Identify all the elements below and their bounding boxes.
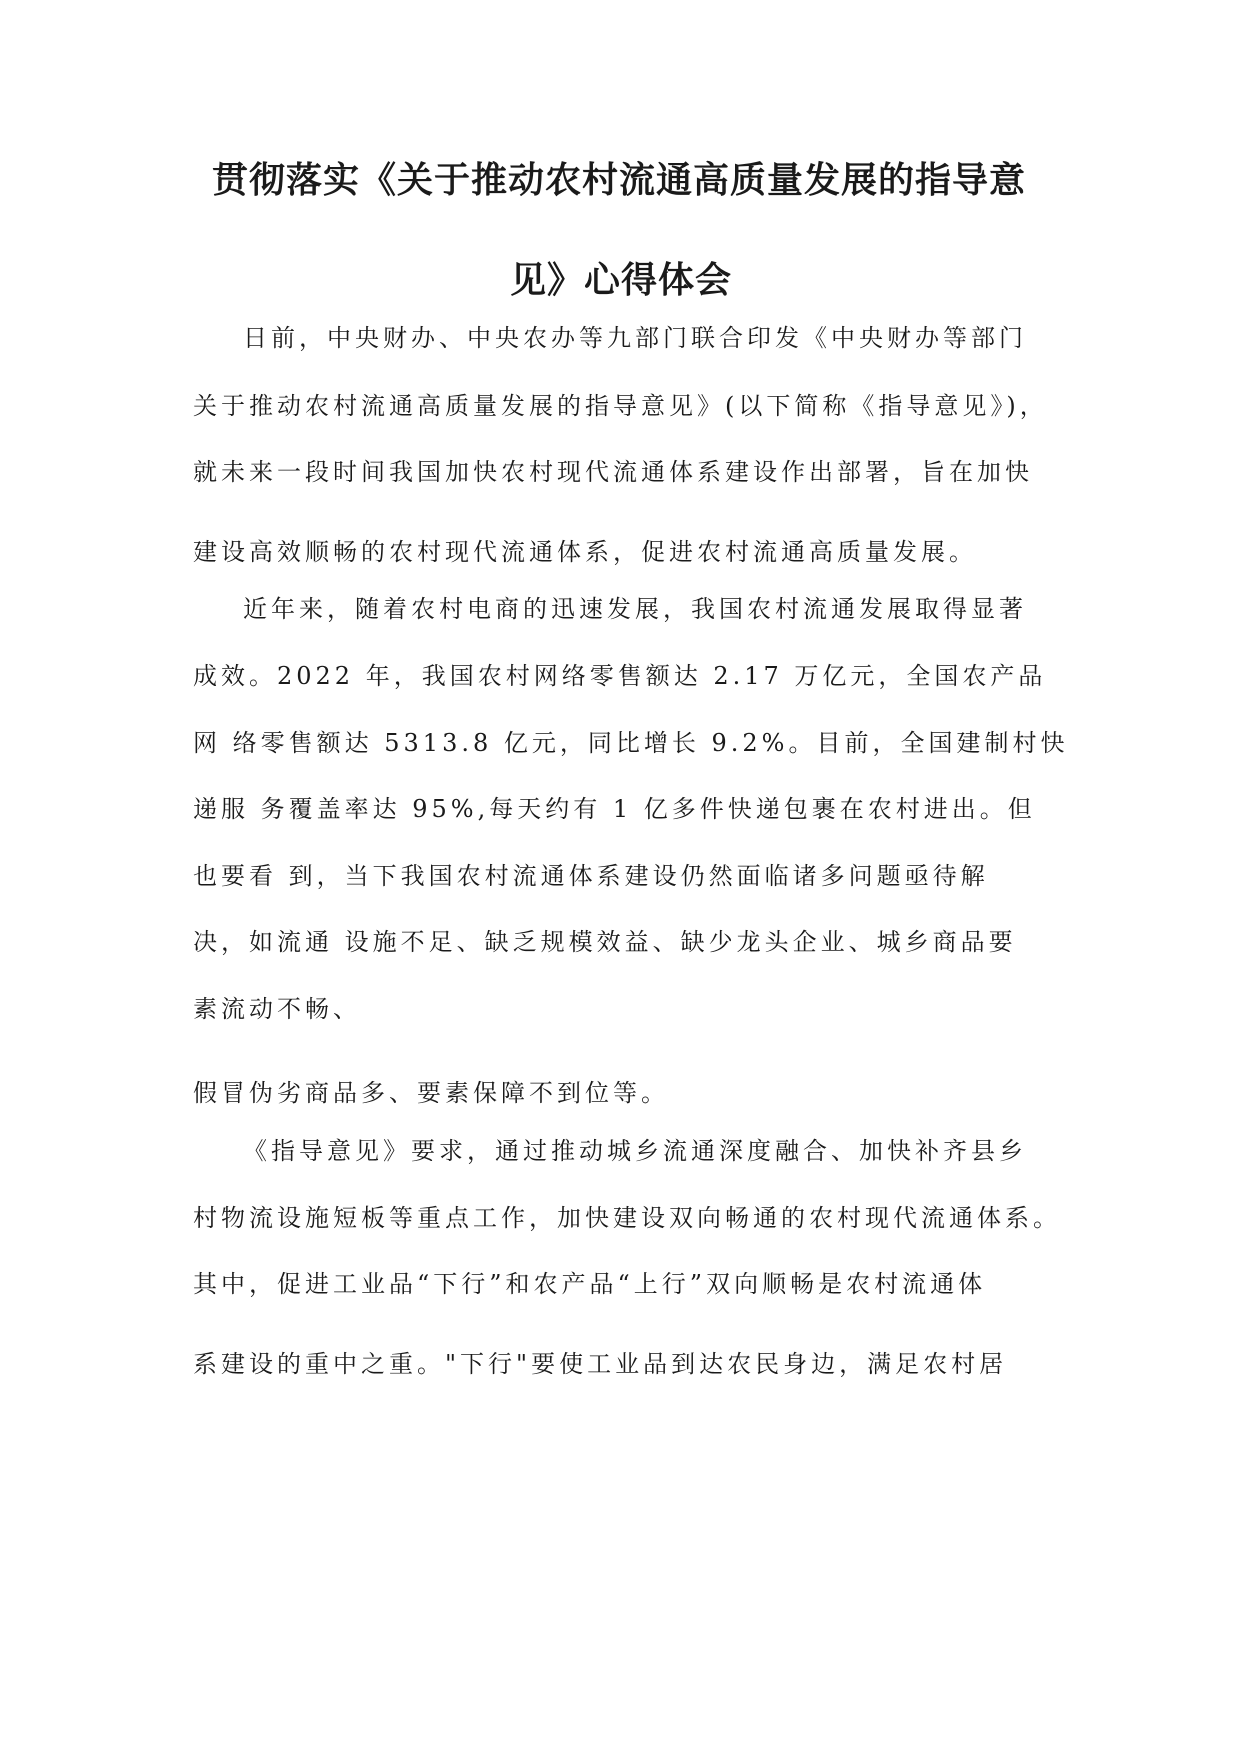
document-title-line-2: 见》心得体会 [510, 260, 733, 301]
paragraph-line: 村物流设施短板等重点工作，加快建设双向畅通的农村现代流通体系。 [193, 1204, 1061, 1232]
paragraph-line: 成效。2022 年，我国农村网络零售额达 2.17 万亿元，全国农产品 [193, 662, 1047, 690]
paragraph-line: 其中，促进工业品“下行”和农产品“上行”双向顺畅是农村流通体 [193, 1270, 987, 1298]
paragraph-line: 日前，中央财办、中央农办等九部门联合印发《中央财办等部门 [243, 324, 1027, 352]
paragraph-line: 素流动不畅、 [193, 995, 361, 1023]
paragraph-line: 也要看 到，当下我国农村流通体系建设仍然面临诸多问题亟待解 [193, 862, 989, 890]
paragraph-line: 决，如流通 设施不足、缺乏规模效益、缺少龙头企业、城乡商品要 [193, 928, 1017, 956]
paragraph-line: 建设高效顺畅的农村现代流通体系，促进农村流通高质量发展。 [193, 538, 977, 566]
paragraph-line: 系建设的重中之重。"下行"要使工业品到达农民身边，满足农村居 [193, 1350, 1008, 1378]
paragraph-line: 递服 务覆盖率达 95%,每天约有 1 亿多件快递包裹在农村进出。但 [193, 795, 1036, 823]
paragraph-line: 近年来，随着农村电商的迅速发展，我国农村流通发展取得显著 [243, 595, 1027, 623]
document-title-line-1: 贯彻落实《关于推动农村流通高质量发展的指导意 [212, 160, 1027, 201]
paragraph-line: 假冒伪劣商品多、要素保障不到位等。 [193, 1079, 669, 1107]
paragraph-line: 就未来一段时间我国加快农村现代流通体系建设作出部署，旨在加快 [193, 458, 1033, 486]
paragraph-line: 网 络零售额达 5313.8 亿元，同比增长 9.2%。目前，全国建制村快 [193, 729, 1069, 757]
paragraph-line: 《指导意见》要求，通过推动城乡流通深度融合、加快补齐县乡 [243, 1137, 1027, 1165]
paragraph-line: 关于推动农村流通高质量发展的指导意见》(以下简称《指导意见》)， [193, 392, 1048, 420]
